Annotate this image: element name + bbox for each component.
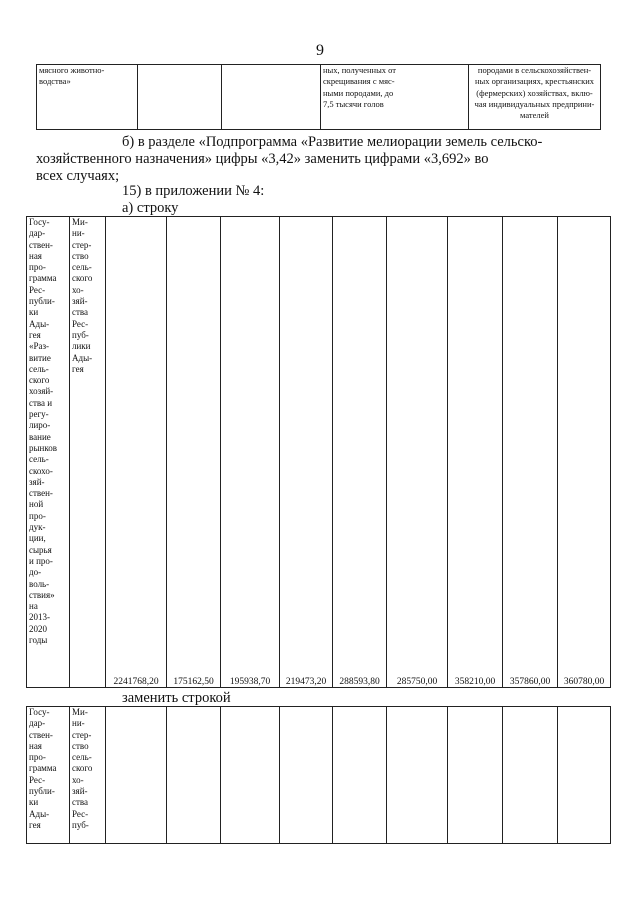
text-line: публи- [29,786,55,797]
text-line: ни- [72,228,85,239]
text-line: воль- [29,578,50,589]
text-line: лиро- [29,420,51,431]
value-2018: 358210,00 [448,217,503,688]
paragraph-b-line-3: всех случаях; [36,168,120,184]
text-line: ки [29,307,39,318]
value-2013: 175162,50 [167,217,221,688]
text-line: публи- [29,296,55,307]
text-line: хо- [72,284,84,295]
text-line: гея [29,329,41,340]
program-name [29,217,67,646]
text-line: рынков [29,442,58,453]
text-line: ции, [29,533,46,544]
text-line: ствен- [29,729,53,740]
top-table [36,64,601,130]
text-line: сель- [72,752,92,763]
text-line: 2020 [29,623,47,634]
ministry-cell [70,707,106,844]
ministry-cell [70,217,106,688]
text-line: ствия» [29,589,55,600]
text-line: ствен- [29,239,53,250]
value-2020: 360780,00 [558,217,611,688]
value-cell [558,707,611,844]
text-line: мателей [520,110,549,121]
text-line: гея [29,819,41,830]
value-cell [448,707,503,844]
value-2014: 195938,70 [221,217,280,688]
value-cell [167,707,221,844]
text-line: сырья [29,544,52,555]
text-line: Ми- [72,217,88,227]
text-line: регу- [29,409,49,420]
paragraph-b-line-2: хозяйственного назначения» цифры «3,42» заменить цифрами «3,692» во [36,151,489,167]
text-line: дук- [29,522,46,533]
text-line: скохо- [29,465,53,476]
text-line: хозяй- [29,386,54,397]
value-2015: 219473,20 [280,217,333,688]
text-line: зяй- [29,476,45,487]
value-2019: 357860,00 [503,217,558,688]
top-table-col4 [321,65,469,130]
item-a: а) строку [122,200,179,216]
item-15: 15) в приложении № 4: [122,183,265,199]
text-line: «Раз- [29,341,50,352]
text-line: Рес- [72,318,89,329]
text-line: 7,5 тысячи голов [323,98,384,109]
livestock-text [39,65,135,88]
text-line: ского [72,763,93,774]
text-line: зяй- [72,296,88,307]
text-line: ского [29,375,50,386]
program-name-cell [27,707,70,844]
text-line: породами в сельскохозяйствен- [477,65,592,75]
value-cell [106,707,167,844]
text-line: про- [29,752,46,763]
value-cell [221,707,280,844]
top-table-col3 [222,65,321,130]
text-line: и про- [29,555,53,566]
text-line: ных организациях, крестьянских [474,76,595,87]
top-table-col5 [469,65,601,130]
text-line: ных, полученных от [323,65,397,75]
text-line: ная [29,740,42,751]
text-line: витие [29,352,51,363]
text-line: до- [29,567,42,578]
text-line: грамма [29,763,57,774]
text-line: дар- [29,228,46,239]
breeds-text [471,65,598,121]
text-line: Ады- [29,318,50,329]
text-line: Госу- [29,707,50,717]
crossbreeding-text [323,65,466,110]
text-line: ства [72,797,89,808]
value-cell [503,707,558,844]
text-line: про- [29,262,46,273]
text-line: сель- [72,262,92,273]
value-cell [387,707,448,844]
text-line: мясного животно- [39,65,105,75]
text-line: ства [72,307,89,318]
text-line: ная [29,250,42,261]
text-line: ства и [29,397,53,408]
text-line: ство [72,740,89,751]
text-line: ни- [72,718,85,729]
text-line: дар- [29,718,46,729]
value-cell [280,707,333,844]
top-table-col1 [37,65,138,130]
text-line: водства» [39,76,71,87]
text-line: на [29,601,38,612]
value-2016: 288593,80 [333,217,387,688]
text-line: 2013- [29,612,50,623]
text-line: стер- [72,729,92,740]
text-line: про- [29,510,46,521]
text-line: гея [72,363,84,374]
text-line: ствен- [29,488,53,499]
text-line: вание [29,431,51,442]
paragraph-b-line-1: б) в разделе «Подпрограмма «Развитие мелиорации земель сельско- [122,134,543,150]
table-a [26,216,611,688]
text-line: (фермерских) хозяйствах, вклю- [476,87,593,98]
text-line: сель- [29,454,49,465]
text-line: хо- [72,774,84,785]
text-line: грамма [29,273,57,284]
text-line: Ады- [72,352,93,363]
top-table-col2 [138,65,222,130]
replace-label: заменить строкой [122,690,231,706]
value-2017: 285750,00 [387,217,448,688]
program-name-cell [27,217,70,688]
text-line: пуб- [72,819,89,830]
text-line: Рес- [29,284,46,295]
text-line: Рес- [72,808,89,819]
value-total: 2241768,20 [106,217,167,688]
text-line: Рес- [29,774,46,785]
text-line: чая индивидуальных предприни- [474,98,595,109]
text-line: Госу- [29,217,50,227]
text-line: ки [29,797,39,808]
ministry-name [72,217,103,375]
text-line: зяй- [72,786,88,797]
value-cell [333,707,387,844]
page-number: 9 [316,42,324,59]
text-line: ными породами, до [323,87,394,98]
text-line: скрещивания с мяс- [323,76,395,87]
text-line: стер- [72,239,92,250]
paragraph-b [36,134,606,185]
text-line: ной [29,499,44,510]
text-line: Ады- [29,808,50,819]
table-b [26,706,611,844]
text-line: лики [72,341,91,352]
text-line: Ми- [72,707,88,717]
ministry-name [72,707,103,831]
text-line: годы [29,634,48,645]
text-line: ского [72,273,93,284]
program-name [29,707,67,831]
text-line: пуб- [72,329,89,340]
text-line: сель- [29,363,49,374]
text-line: ство [72,250,89,261]
